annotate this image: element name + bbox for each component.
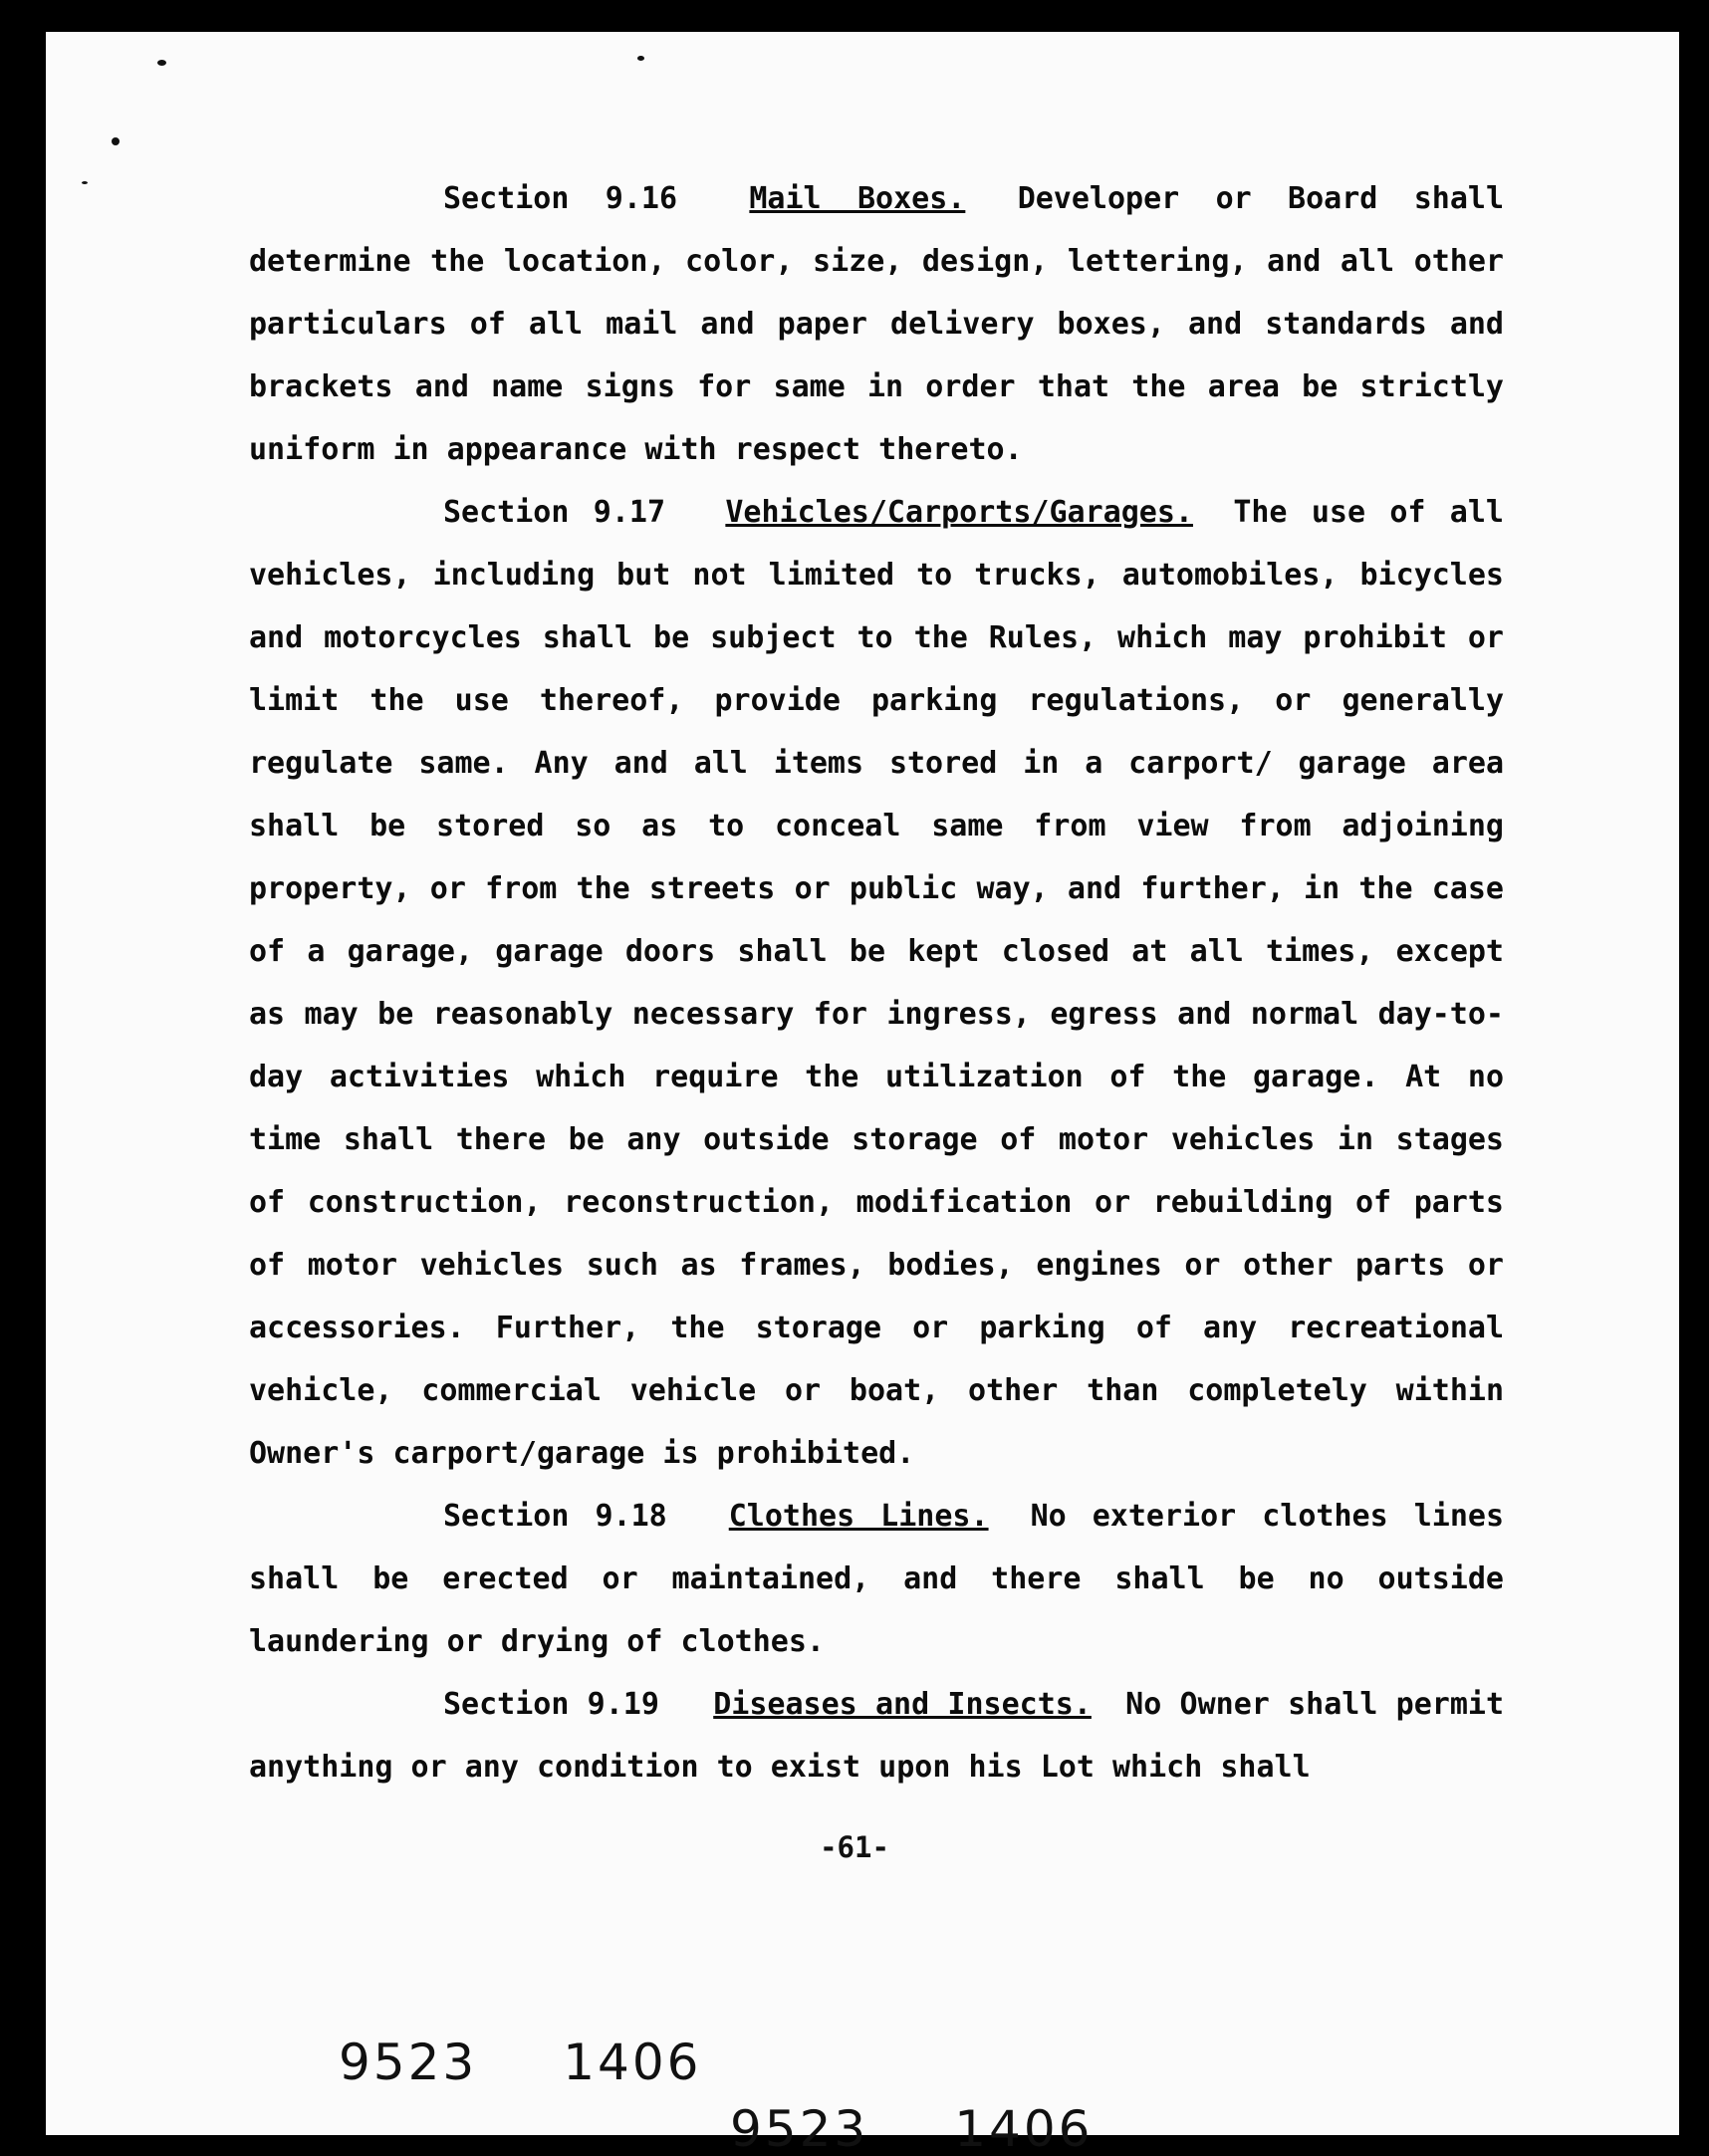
section-paragraph <box>249 481 1504 1485</box>
stamp-page: 1406 <box>563 2034 702 2091</box>
section-paragraph <box>249 1485 1504 1673</box>
stamp-page: 1406 <box>954 2101 1094 2149</box>
section-title: Diseases and Insects. <box>713 1687 1092 1722</box>
scan-speck <box>637 56 644 61</box>
section-title: Mail Boxes. <box>749 181 966 216</box>
recording-stamp <box>730 2101 1094 2149</box>
section-title: Vehicles/Carports/Garages. <box>725 495 1193 530</box>
recording-stamp <box>339 2034 702 2091</box>
section-text: The use of all vehicles, including but not limited to trucks, automobiles, bicycles and motorcycles shall be subject to the Rules, which may prohibit or limit the use thereof, provide parking regulations, or generally regulate same. Any and all items stored in a carport/ garage area shall be stored so as to conceal same from view from adjoining property, or from the streets or public way, and further, in the case of a garage, garage doors shall be kept closed at all times, except as may be reasonably necessary for ingress, egress and normal day-to-day activities which require the utilization of the garage. At no time shall there be any outside storage of motor vehicles in stages of construction, reconstruction, modification or rebuilding of parts of motor vehicles such as frames, bodies, engines or other parts or accessories. Further, the storage or parking of any recreational vehicle, commercial vehicle or boat, other than completely within Owner's carport/garage is prohibited. <box>249 495 1504 1471</box>
section-text: No Owner shall permit anything or any condition to exist upon his Lot which shall <box>249 1687 1505 1785</box>
document-body <box>249 167 1504 1798</box>
section-paragraph <box>249 167 1504 481</box>
scan-speck <box>112 137 120 145</box>
section-text: No exterior clothes lines shall be erected or maintained, and there shall be no outside laundering or drying of clothes. <box>249 1499 1505 1659</box>
section-number: Section 9.18 <box>443 1499 667 1534</box>
scan-speck <box>157 60 166 66</box>
stamp-book: 9523 <box>730 2101 869 2149</box>
stamp-book: 9523 <box>339 2034 478 2091</box>
scan-speck <box>82 181 88 184</box>
section-title: Clothes Lines. <box>728 1499 989 1534</box>
section-number: Section 9.19 <box>443 1687 659 1722</box>
page-number: -61- <box>820 1830 889 1864</box>
section-number: Section 9.17 <box>443 495 666 530</box>
section-text: Developer or Board shall determine the location, color, size, design, lettering, and all other particulars of all mail and paper delivery boxes, and standards and brackets and name signs for same in order that the area be strictly uniform in appearance with respect thereto. <box>249 181 1505 467</box>
section-paragraph <box>249 1673 1504 1798</box>
section-number: Section 9.16 <box>443 181 678 216</box>
